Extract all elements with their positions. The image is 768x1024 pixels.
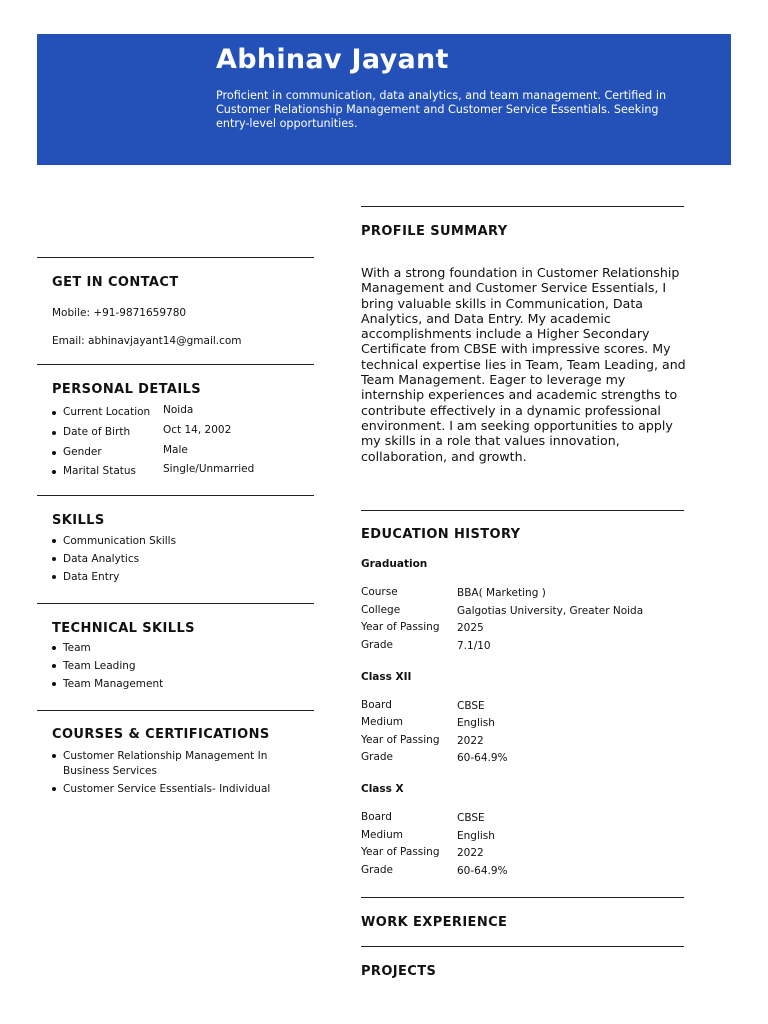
education-label: Year of Passing (361, 734, 440, 746)
education-value: 60-64.9% (457, 865, 508, 877)
courses-title: COURSES & CERTIFICATIONS (52, 727, 270, 742)
education-value: CBSE (457, 700, 485, 712)
technical-skills-list (52, 639, 163, 694)
education-value: BBA( Marketing ) (457, 587, 546, 599)
education-value: CBSE (457, 812, 485, 824)
candidate-tagline: Proficient in communication, data analytics, and team management. Certified in Customer Relationship Management and Customer Service Essentials. Seeking entry-level opportunities. (216, 89, 667, 130)
education-label: College (361, 604, 401, 616)
education-value: 2022 (457, 847, 484, 859)
skills-title: SKILLS (52, 513, 105, 528)
contact-title: GET IN CONTACT (52, 275, 179, 290)
education-row (361, 864, 681, 880)
personal-value: Male (163, 444, 188, 456)
section-divider (37, 495, 314, 496)
education-group-name: Class X (361, 783, 404, 795)
personal-label: Current Location (52, 406, 150, 418)
profile-summary-text: With a strong foundation in Customer Relationship Management and Customer Service Essentials, I bring valuable skills in Communication, Data Analytics, and Data Entry. My academic accomplishments include a Higher Secondary Certificate from CBSE with impressive scores. My technical expertise lies in Team, Team Leading, and Team Management. Eager to leverage my internship experiences and academic strengths to contribute effectively in a dynamic professional environment. I am seeking opportunities to apply my skills in a role that values innovation, collaboration, and growth. (361, 265, 686, 464)
education-row (361, 716, 681, 732)
education-label: Year of Passing (361, 846, 440, 858)
section-divider (37, 257, 314, 258)
education-row (361, 734, 681, 750)
education-row (361, 811, 681, 827)
education-value: English (457, 830, 495, 842)
section-divider (361, 897, 684, 898)
education-title: EDUCATION HISTORY (361, 527, 521, 542)
section-divider (361, 946, 684, 947)
education-row (361, 604, 681, 620)
education-label: Grade (361, 864, 394, 876)
section-divider (361, 206, 684, 207)
technical-skill-item: Team Leading (52, 657, 163, 675)
course-item: Customer Relationship Management In Business Services (52, 749, 288, 779)
technical-skill-item: Team (52, 639, 163, 657)
personal-label: Marital Status (52, 465, 136, 477)
personal-details-title: PERSONAL DETAILS (52, 382, 202, 397)
section-divider (37, 603, 314, 604)
education-value: English (457, 717, 495, 729)
education-group-name: Graduation (361, 558, 428, 570)
work-experience-title: WORK EXPERIENCE (361, 915, 508, 930)
skills-list (52, 532, 176, 587)
course-item: Customer Service Essentials- Individual (52, 782, 288, 797)
contact-mobile: Mobile: +91-9871659780 (52, 307, 187, 319)
personal-label: Date of Birth (52, 426, 130, 438)
technical-skills-title: TECHNICAL SKILLS (52, 621, 195, 636)
personal-row-marital (52, 465, 302, 485)
education-label: Board (361, 699, 392, 711)
contact-email: Email: abhinavjayant14@gmail.com (52, 335, 242, 347)
education-row (361, 829, 681, 845)
education-row (361, 586, 681, 602)
education-label: Year of Passing (361, 621, 440, 633)
education-label: Course (361, 586, 398, 598)
education-value: 2025 (457, 622, 484, 634)
skill-item: Data Entry (52, 568, 176, 586)
personal-row-dob (52, 426, 302, 446)
education-row (361, 639, 681, 655)
personal-value: Oct 14, 2002 (163, 424, 232, 436)
education-label: Grade (361, 639, 394, 651)
education-value: Galgotias University, Greater Noida (457, 605, 644, 617)
education-label: Medium (361, 829, 403, 841)
profile-summary-title: PROFILE SUMMARY (361, 224, 508, 239)
education-group-name: Class XII (361, 671, 412, 683)
personal-value: Single/Unmarried (163, 463, 255, 475)
education-label: Board (361, 811, 392, 823)
education-row (361, 846, 681, 862)
courses-list (52, 749, 288, 800)
personal-label: Gender (52, 446, 102, 458)
education-value: 2022 (457, 735, 484, 747)
skill-item: Communication Skills (52, 532, 176, 550)
candidate-name: Abhinav Jayant (216, 44, 449, 75)
education-row (361, 699, 681, 715)
education-label: Grade (361, 751, 394, 763)
education-row (361, 751, 681, 767)
education-label: Medium (361, 716, 403, 728)
education-value: 60-64.9% (457, 752, 508, 764)
technical-skill-item: Team Management (52, 675, 163, 693)
personal-value: Noida (163, 404, 194, 416)
section-divider (37, 364, 314, 365)
section-divider (37, 710, 314, 711)
section-divider (361, 510, 684, 511)
projects-title: PROJECTS (361, 964, 437, 979)
skill-item: Data Analytics (52, 550, 176, 568)
personal-row-location (52, 406, 302, 426)
education-row (361, 621, 681, 637)
education-value: 7.1/10 (457, 640, 491, 652)
